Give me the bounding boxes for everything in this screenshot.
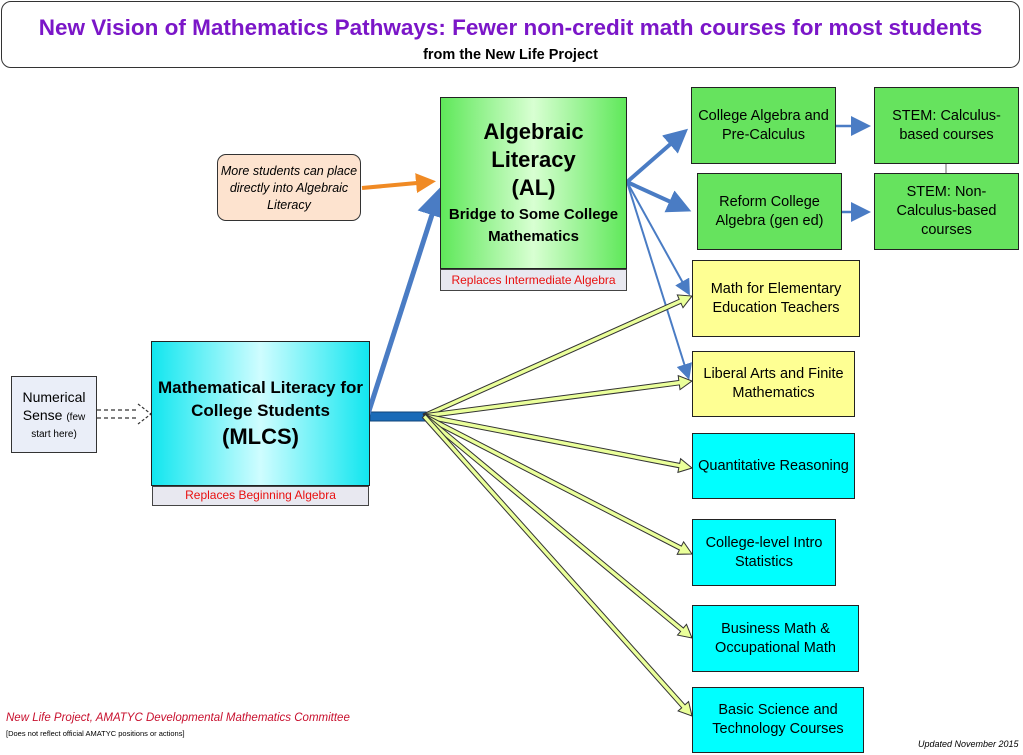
stem-noncalculus-box: STEM: Non-Calculus-based courses xyxy=(874,173,1019,250)
note-to-al-arrow xyxy=(362,182,428,188)
fan-arrow-statistics xyxy=(423,414,692,554)
reform-algebra-box: Reform College Algebra (gen ed) xyxy=(697,173,842,250)
footer-disclaimer: [Does not reflect official AMATYC positions or actions] xyxy=(6,729,185,738)
elementary-education-box: Math for Elementary Education Teachers xyxy=(692,260,860,337)
placement-note: More students can place directly into Algebraic Literacy xyxy=(217,154,361,221)
al-subtitle: Bridge to Some College Mathematics xyxy=(448,206,619,246)
college-algebra-box: College Algebra and Pre-Calculus xyxy=(691,87,836,164)
footer-updated: Updated November 2015 xyxy=(918,739,1019,749)
numerical-sense-arrow xyxy=(97,404,151,424)
quantitative-reasoning-box: Quantitative Reasoning xyxy=(692,433,855,499)
numerical-sense-note: (few start here) xyxy=(31,411,86,440)
al-title: Algebraic Literacy xyxy=(483,119,584,173)
intro-statistics-box: College-level Intro Statistics xyxy=(692,519,836,586)
mlcs-title: Mathematical Literacy for College Students xyxy=(157,377,363,420)
al-replaces-label: Replaces Intermediate Algebra xyxy=(440,269,627,291)
mlcs-connector-bar xyxy=(370,412,426,421)
mlcs-to-al-arrow xyxy=(368,196,438,414)
fan-arrow-business xyxy=(423,414,692,638)
mlcs-box xyxy=(151,341,370,486)
business-math-box: Business Math & Occupational Math xyxy=(692,605,859,672)
title-banner xyxy=(1,1,1020,68)
footer-credit: New Life Project, AMATYC Developmental Mathematics Committee xyxy=(6,712,350,724)
stem-calculus-box: STEM: Calculus-based courses xyxy=(874,87,1019,164)
page-subtitle: from the New Life Project xyxy=(423,47,598,63)
science-technology-box: Basic Science and Technology Courses xyxy=(692,687,864,753)
mlcs-abbreviation: (MLCS) xyxy=(222,424,299,450)
numerical-sense-label: Numerical Sense xyxy=(22,389,86,423)
al-abbreviation: (AL) xyxy=(511,175,556,201)
liberal-arts-box: Liberal Arts and Finite Mathematics xyxy=(692,351,855,417)
mlcs-fan-arrows xyxy=(422,295,692,716)
numerical-sense-box xyxy=(11,376,97,453)
mlcs-replaces-label: Replaces Beginning Algebra xyxy=(152,486,369,506)
page-title: New Vision of Mathematics Pathways: Fewer non-credit math courses for most students xyxy=(38,15,983,40)
al-box xyxy=(440,97,627,269)
